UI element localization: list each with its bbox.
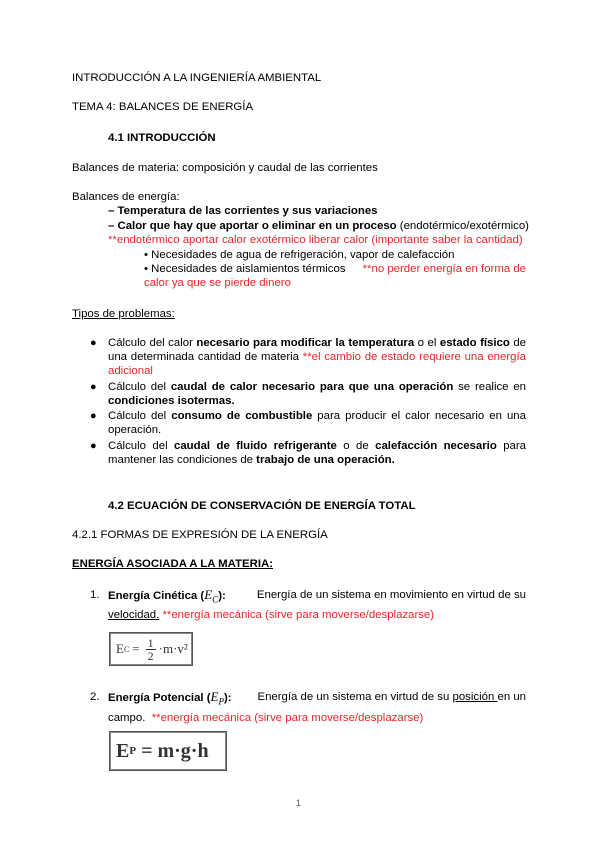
potential-symbol: E: [210, 689, 219, 704]
text-run: Cálculo del calor: [108, 337, 197, 349]
section-4-2-heading: 4.2 ECUACIÓN DE CONSERVACIÓN DE ENERGÍA TOTAL: [108, 500, 416, 512]
fraction-denominator: 2: [147, 648, 154, 663]
text-run-bold: trabajo de una operación.: [256, 454, 395, 466]
potential-line2-text: campo.: [108, 712, 146, 724]
text-run: para producir el calor necesario en una operación.: [108, 410, 526, 436]
formula-sub: C: [123, 644, 130, 654]
sub-item-insulation-red: **no perder energía en forma de: [362, 263, 526, 275]
bullet-icon: ●: [90, 337, 97, 349]
kinetic-word: velocidad.: [108, 609, 160, 621]
bullet-icon: ●: [90, 410, 97, 422]
kinetic-symbol-sub: C: [212, 594, 219, 605]
potential-formula-box: [109, 731, 227, 771]
problem-item-4: [108, 439, 526, 467]
problem-item-3: [108, 409, 526, 437]
dash-item-heat: [108, 219, 529, 233]
sub-item-insulation-red-line2: calor ya que se pierde dinero: [144, 277, 291, 289]
fraction-numerator: 1: [147, 635, 154, 650]
formula-rhs: ·m·v²: [158, 641, 188, 656]
potential-word: posición: [452, 691, 498, 703]
section-4-2-1-heading: 4.2.1 FORMAS DE EXPRESIÓN DE LA ENERGÍA: [72, 529, 328, 541]
text-run-red: **el cambio de estado requiere una energía adicional: [108, 351, 526, 377]
formula-rhs: = m·g·h: [136, 739, 209, 762]
text-run: Cálculo del: [108, 381, 171, 393]
course-title: INTRODUCCIÓN A LA INGENIERÍA AMBIENTAL: [72, 72, 322, 84]
problem-types-label: Tipos de problemas:: [72, 308, 175, 320]
page-number: 1: [296, 798, 302, 808]
formula-text: E: [116, 641, 124, 656]
potential-number: 2.: [90, 691, 100, 703]
sub-item-cooling: • Necesidades de agua de refrigeración, vapor de calefacción: [144, 249, 455, 261]
potential-desc2: en un: [497, 691, 526, 703]
potential-title: Energía Potencial (: [108, 692, 211, 704]
potential-symbol-sub: P: [218, 696, 224, 707]
problem-item-1: [108, 336, 526, 378]
bullet-icon: ●: [90, 381, 97, 393]
red-note-endothermic: **endotérmico aportar calor exotérmico liberar calor (importante saber la cantidad): [108, 234, 523, 246]
kinetic-desc: Energía de un sistema en movimiento en virtud de su: [256, 589, 526, 601]
text-run: Cálculo del: [108, 440, 174, 452]
text-run: Cálculo del: [108, 410, 172, 422]
sub-item-insulation: [144, 262, 526, 290]
kinetic-formula-box: [109, 632, 193, 666]
text-run-bold: caudal de calor necesario para que una operación: [170, 381, 454, 393]
dash-item-temperature: – Temperatura de las corrientes y sus variaciones: [108, 205, 378, 217]
text-run-bold: condiciones isotermas.: [108, 395, 235, 407]
potential-red-note: **energía mecánica (sirve para moverse/desplazarse): [151, 712, 424, 724]
mass-balance-text: Balances de materia: composición y caudal de las corrientes: [72, 162, 378, 174]
potential-line2: [108, 711, 423, 725]
formula-eq: =: [132, 641, 140, 656]
bullet-icon: ●: [90, 440, 97, 452]
kinetic-close: ):: [218, 590, 226, 602]
text-run-bold: caudal de fluido refrigerante: [174, 440, 337, 452]
text-run-bold: calefacción necesario: [375, 440, 497, 452]
sub-item-insulation-text: • Necesidades de aislamientos térmicos: [144, 263, 346, 275]
potential-close: ):: [224, 692, 232, 704]
text-run: para mantener las condiciones de: [108, 440, 527, 466]
text-run-bold: estado físico: [439, 337, 510, 349]
text-run: o de: [336, 440, 376, 452]
dash-item-heat-normal: (endotérmico/exotérmico): [396, 220, 529, 232]
text-run-bold: consumo de combustible: [171, 410, 313, 422]
formula-text: E: [116, 739, 130, 762]
energy-balance-label: Balances de energía:: [72, 191, 180, 203]
formula-sub: P: [129, 745, 137, 757]
text-run: o el: [414, 337, 440, 349]
kinetic-red-note: **energía mecánica (sirve para moverse/desplazarse): [159, 609, 435, 621]
text-run: se realice en: [453, 381, 526, 393]
matter-energy-heading: ENERGÍA ASOCIADA A LA MATERIA:: [72, 558, 274, 570]
topic-title: TEMA 4: BALANCES DE ENERGÍA: [72, 101, 254, 113]
text-run: de una determinada cantidad de materia: [108, 337, 527, 363]
kinetic-line2: [108, 608, 434, 622]
kinetic-title: Energía Cinética (: [108, 590, 205, 602]
kinetic-symbol: E: [204, 587, 213, 602]
section-4-1-heading: 4.1 INTRODUCCIÓN: [108, 132, 216, 144]
dash-item-heat-bold: – Calor que hay que aportar o eliminar en un proceso: [108, 220, 397, 232]
kinetic-number: 1.: [90, 589, 100, 601]
kinetic-line: [108, 588, 526, 606]
formula-fraction: [146, 637, 156, 662]
problem-item-2: [108, 380, 526, 408]
potential-line: [108, 690, 526, 708]
potential-desc: Energía de un sistema en virtud de su: [257, 691, 453, 703]
text-run-bold: necesario para modificar la temperatura: [196, 337, 415, 349]
